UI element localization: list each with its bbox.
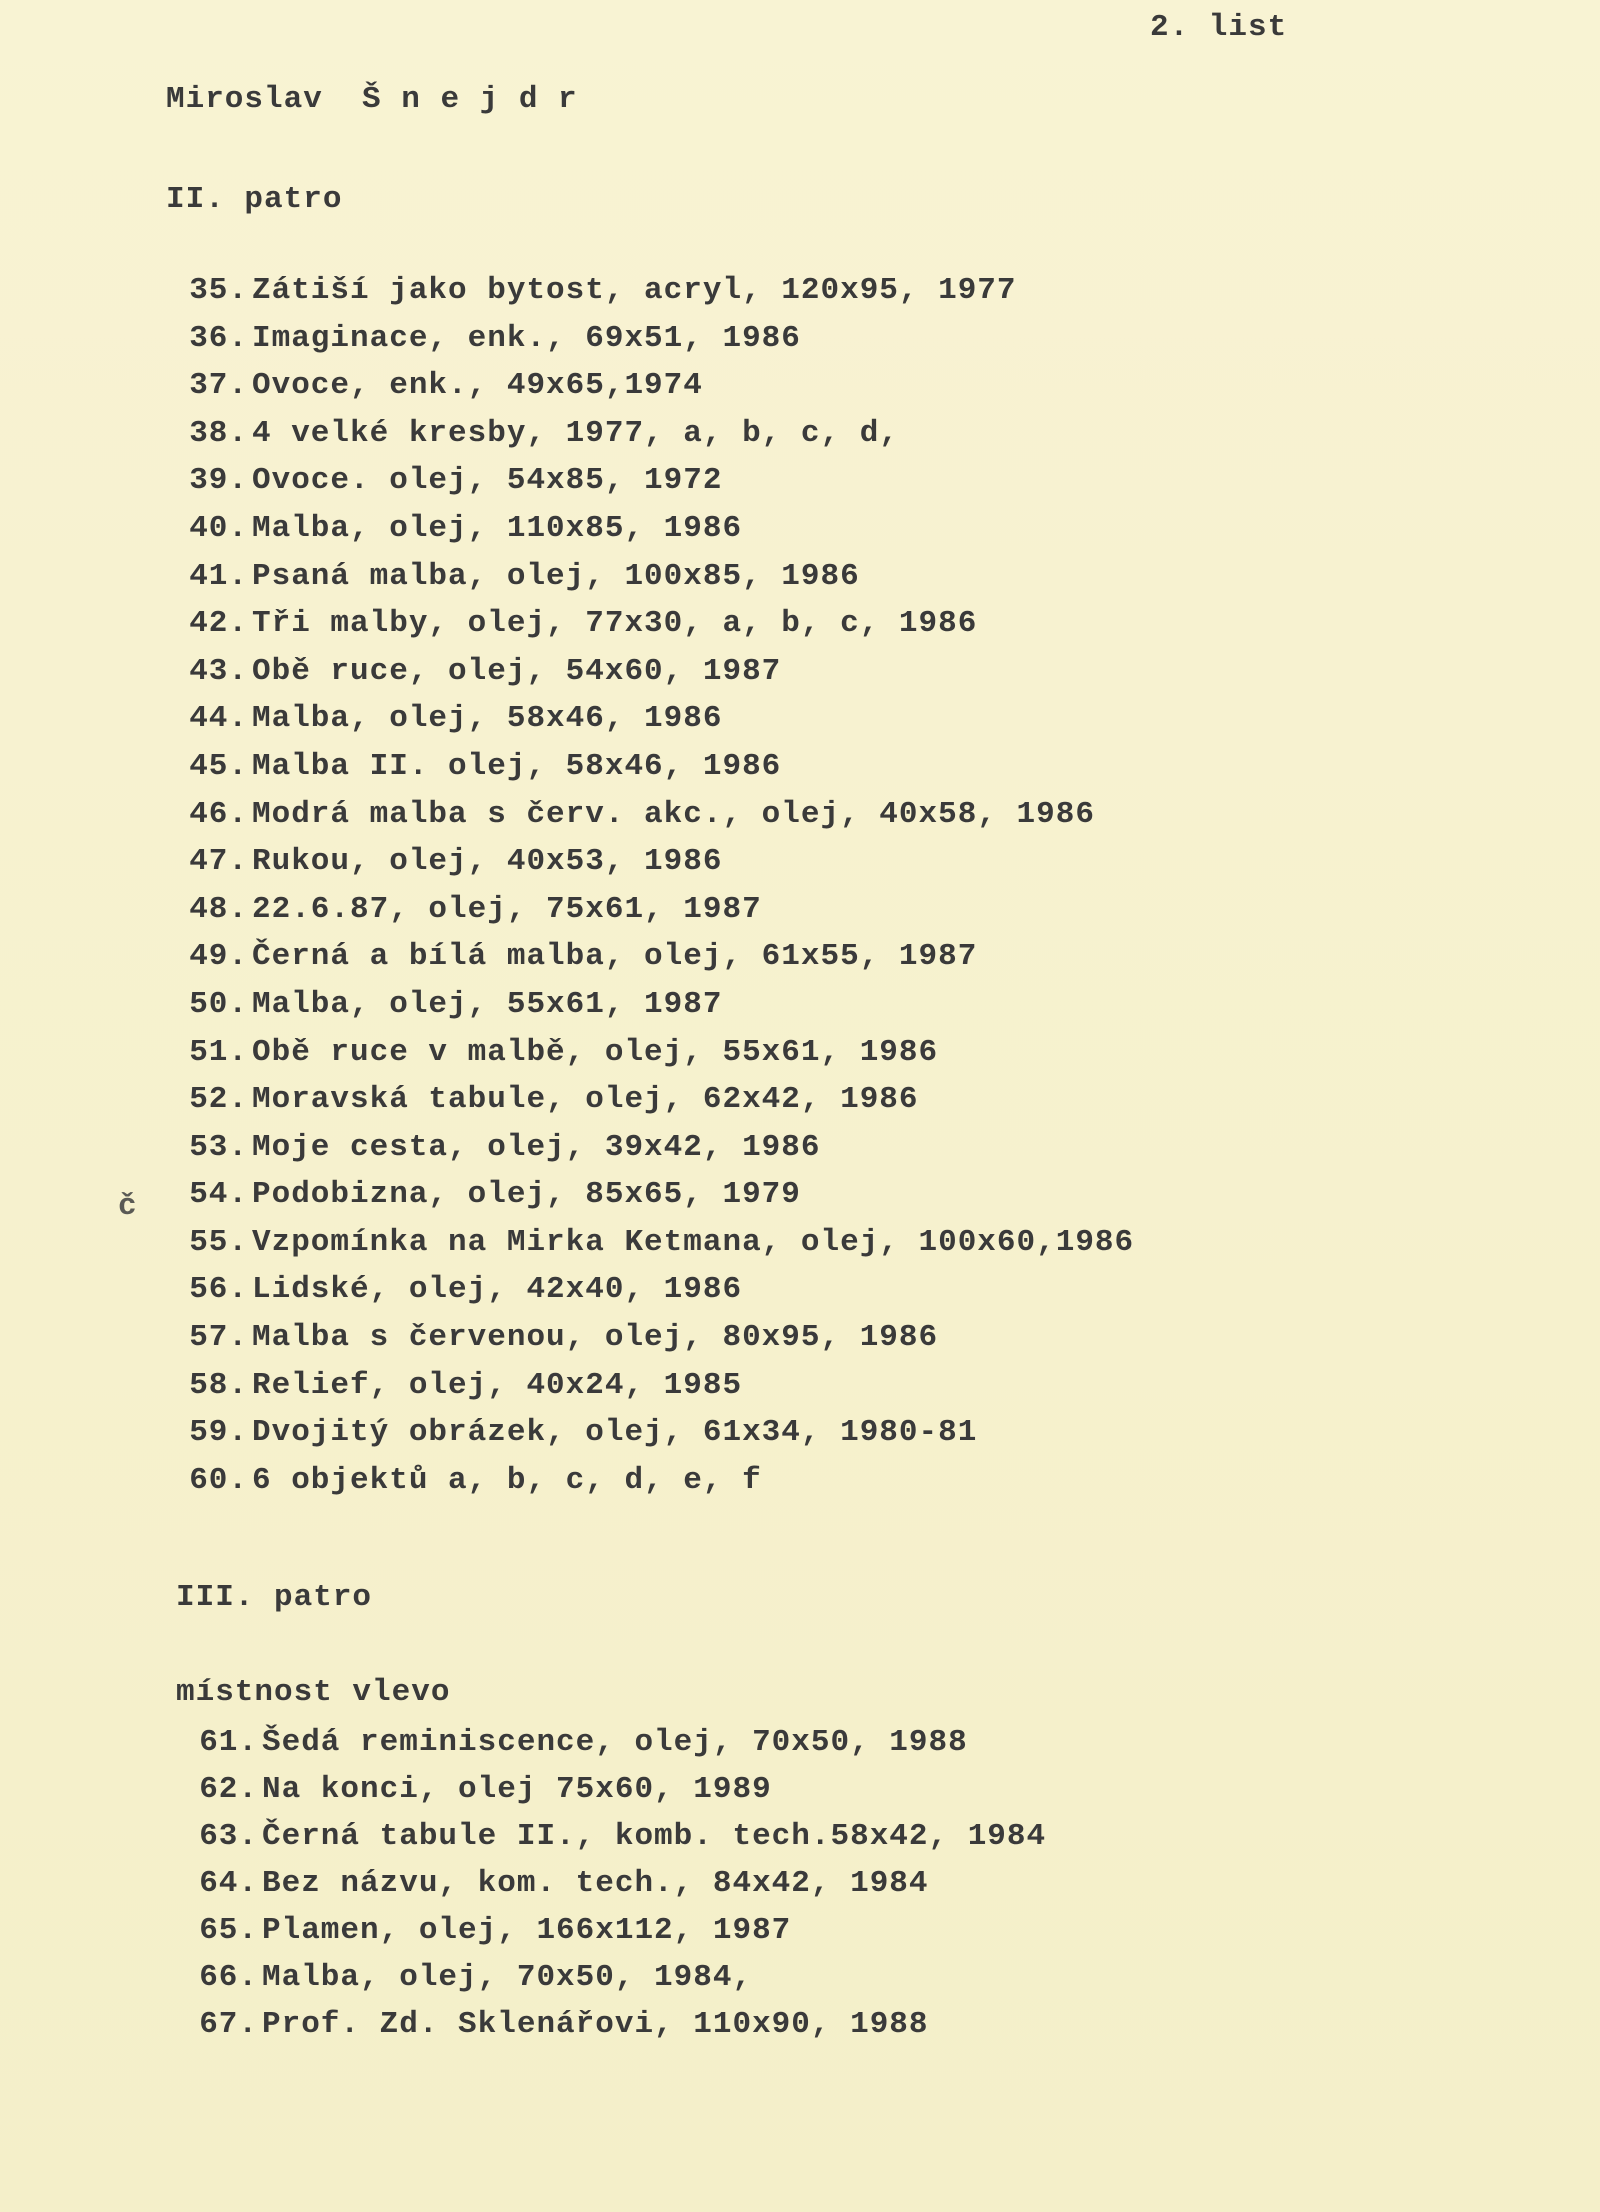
item-description: Modrá malba s červ. akc., olej, 40x58, 1986: [252, 796, 1095, 832]
item-description: Plamen, olej, 166x112, 1987: [262, 1913, 792, 1948]
item-description: Moravská tabule, olej, 62x42, 1986: [252, 1082, 919, 1118]
item-number: 59.: [189, 1415, 248, 1451]
item-description: Černá a bílá malba, olej, 61x55, 1987: [252, 939, 978, 975]
section-heading-floor2: II. patro: [166, 182, 343, 217]
item-description: Malba II. olej, 58x46, 1986: [252, 748, 782, 784]
item-number: 54.: [189, 1177, 248, 1213]
item-description: Obě ruce, olej, 54x60, 1987: [252, 653, 782, 689]
item-description: Psaná malba, olej, 100x85, 1986: [252, 558, 860, 594]
item-description: Malba, olej, 70x50, 1984,: [262, 1960, 753, 1995]
item-number: 43.: [189, 653, 248, 689]
item-description: 22.6.87, olej, 75x61, 1987: [252, 891, 762, 927]
item-number: 55.: [189, 1224, 248, 1260]
item-description: Tři malby, olej, 77x30, a, b, c, 1986: [252, 606, 978, 642]
item-number: 61.: [199, 1725, 258, 1760]
item-number: 37.: [189, 368, 248, 404]
item-number: 60.: [189, 1462, 248, 1498]
item-number: 41.: [189, 558, 248, 594]
item-description: Podobizna, olej, 85x65, 1979: [252, 1177, 801, 1213]
item-number: 51.: [189, 1034, 248, 1070]
item-description: Lidské, olej, 42x40, 1986: [252, 1272, 743, 1308]
item-number: 52.: [189, 1082, 248, 1118]
item-description: Bez názvu, kom. tech., 84x42, 1984: [262, 1866, 929, 1901]
item-description: Černá tabule II., komb. tech.58x42, 1984: [262, 1819, 1047, 1854]
item-description: Relief, olej, 40x24, 1985: [252, 1367, 743, 1403]
item-description: Moje cesta, olej, 39x42, 1986: [252, 1129, 821, 1165]
item-description: Na konci, olej 75x60, 1989: [262, 1772, 772, 1807]
item-description: Šedá reminiscence, olej, 70x50, 1988: [262, 1725, 968, 1760]
item-number: 66.: [199, 1960, 258, 1995]
item-description: Malba s červenou, olej, 80x95, 1986: [252, 1320, 939, 1356]
item-description: Vzpomínka na Mirka Ketmana, olej, 100x60,1986: [252, 1224, 1135, 1260]
item-description: Dvojitý obrázek, olej, 61x34, 1980-81: [252, 1415, 978, 1451]
item-description: 4 velké kresby, 1977, a, b, c, d,: [252, 415, 899, 451]
item-number: 64.: [199, 1866, 258, 1901]
item-number: 53.: [189, 1129, 248, 1165]
item-description: 6 objektů a, b, c, d, e, f: [252, 1462, 762, 1498]
item-number: 46.: [189, 796, 248, 832]
item-number: 57.: [189, 1320, 248, 1356]
item-number: 38.: [189, 415, 248, 451]
item-number: 44.: [189, 701, 248, 737]
item-number: 45.: [189, 748, 248, 784]
item-number: 36.: [189, 320, 248, 356]
item-number: 62.: [199, 1772, 258, 1807]
item-description: Obě ruce v malbě, olej, 55x61, 1986: [252, 1034, 939, 1070]
item-description: Ovoce. olej, 54x85, 1972: [252, 463, 723, 499]
item-number: 47.: [189, 844, 248, 880]
item-description: Rukou, olej, 40x53, 1986: [252, 844, 723, 880]
item-number: 63.: [199, 1819, 258, 1854]
item-number: 49.: [189, 939, 248, 975]
item-description: Ovoce, enk., 49x65,1974: [252, 368, 703, 404]
section-heading-floor3: III. patro: [176, 1580, 373, 1615]
item-description: Prof. Zd. Sklenářovi, 110x90, 1988: [262, 2007, 929, 2042]
item-description: Imaginace, enk., 69x51, 1986: [252, 320, 801, 356]
item-number: 42.: [189, 606, 248, 642]
item-description: Zátiší jako bytost, acryl, 120x95, 1977: [252, 273, 1017, 308]
item-number: 48.: [189, 891, 248, 927]
item-number: 40.: [189, 510, 248, 546]
margin-note: č: [118, 1189, 138, 1224]
sheet-number: 2. list: [1150, 10, 1288, 45]
item-number: 39.: [189, 463, 248, 499]
item-description: Malba, olej, 110x85, 1986: [252, 510, 743, 546]
item-number: 35.: [189, 273, 248, 308]
item-number: 50.: [189, 986, 248, 1022]
item-description: Malba, olej, 58x46, 1986: [252, 701, 723, 737]
item-description: Malba, olej, 55x61, 1987: [252, 986, 723, 1022]
author-name: Miroslav Š n e j d r: [166, 82, 578, 117]
item-number: 56.: [189, 1272, 248, 1308]
item-number: 65.: [199, 1913, 258, 1948]
item-number: 58.: [189, 1367, 248, 1403]
item-number: 67.: [199, 2007, 258, 2042]
room-label: místnost vlevo: [176, 1675, 451, 1710]
